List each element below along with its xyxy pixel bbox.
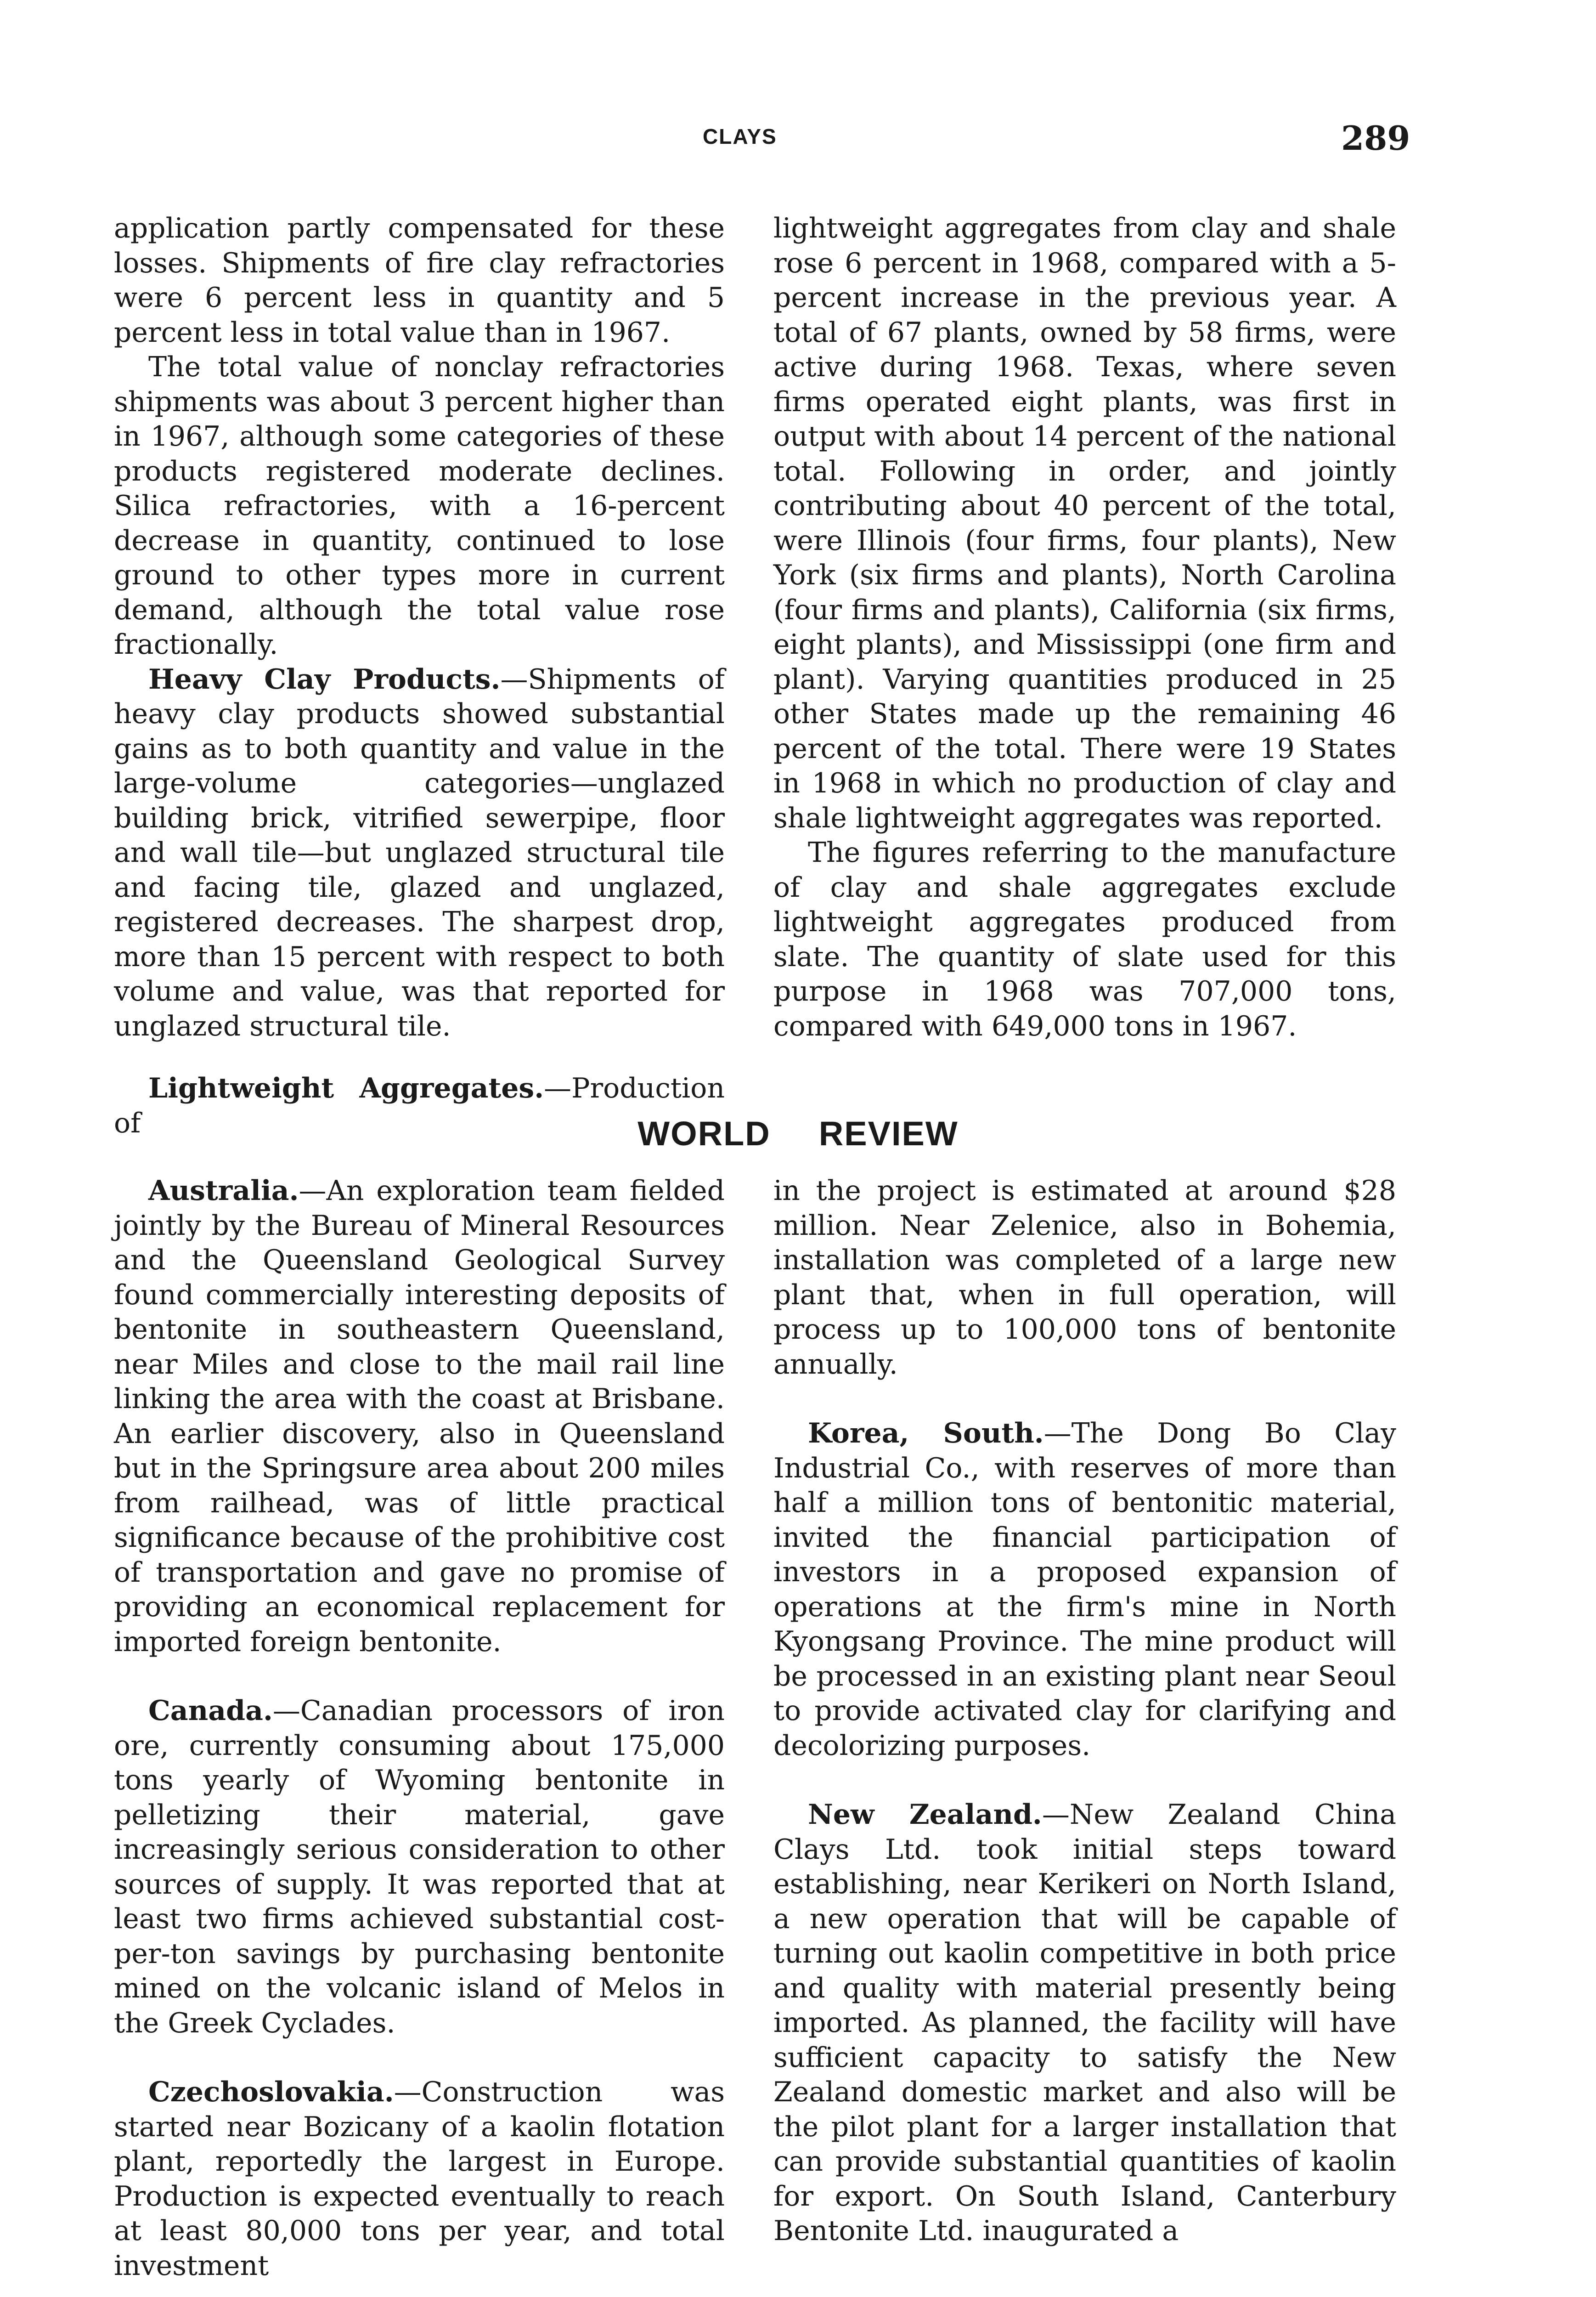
paragraph: application partly compensated for these losses. Shipments of fire clay refractories were 6 percent less in quantity and 5 percent less in total value than in 1967. xyxy=(114,212,725,349)
paragraph-korea xyxy=(773,1416,1396,1763)
section-title-word: REVIEW xyxy=(818,1115,959,1153)
column-right-top xyxy=(773,211,1396,1044)
paragraph: The figures referring to the manufacture of clay and shale aggregates exclude lightweight aggregates produced from slate. The quantity of slate used for this purpose in 1968 was 707,000 tons, compared with 649,000 tons in 1967. xyxy=(773,837,1396,1042)
paragraph: in the project is estimated at around $28 million. Near Zelenice, also in Bohemia, installation was completed of a large new plant that, when in full operation, will process up to 100,000 tons of bentonite annually. xyxy=(773,1175,1396,1380)
paragraph-heavy-clay xyxy=(114,662,725,1044)
paragraph-canada xyxy=(114,1694,725,2041)
paragraph-australia xyxy=(114,1174,725,1659)
paragraph-text: —Shipments of heavy clay products showed substantial gains as to both quantity and value in the large-volume categories—unglazed building brick, vitrified sewerpipe, floor and wall tile—but unglazed structural tile and facing tile, glazed and unglazed, registered decreases. The sharpest drop, more than 15 percent with respect to both volume and value, was that reported for unglazed structural tile. xyxy=(114,663,725,1042)
column-right-bottom xyxy=(773,1174,1396,2249)
paragraph-text: —The Dong Bo Clay Industrial Co., with reserves of more than half a million tons of bentonitic material, invited the financial participation of investors in a proposed expansion of operations at the firm's mine in North Kyongsang Province. The mine product will be processed in an existing plant near Seoul to provide activated clay for clarifying and decolorizing purposes. xyxy=(773,1417,1396,1762)
section-title xyxy=(0,1114,1596,1153)
run-in-heading: Heavy Clay Products. xyxy=(148,663,501,696)
paragraph: lightweight aggregates from clay and shale rose 6 percent in 1968, compared with a 5-percent increase in the previous year. A total of 67 plants, owned by 58 firms, were active during 1968. Texas, where seven firms operated eight plants, was first in output with about 14 percent of the national total. Following in order, and jointly contributing about 40 percent of the total, were Illinois (four firms, four plants), New York (six firms and plants), North Carolina (four firms and plants), California (six firms, eight plants), and Mississippi (one firm and plant). Varying quantities produced in 25 other States made up the remaining 46 percent of the total. There were 19 States in 1968 in which no production of clay and shale lightweight aggregates was reported. xyxy=(773,212,1396,834)
paragraph-text: —An exploration team fielded jointly by the Bureau of Mineral Resources and the Queensland Geological Survey found commercially interesting deposits of bentonite in southeastern Queensland, near Miles and close to the mail rail line linking the area with the coast at Brisbane. An earlier discovery, also in Queensland but in the Springsure area about 200 miles from railhead, was of little practical significance because of the prohibitive cost of transportation and gave no promise of providing an economical replacement for imported foreign bentonite. xyxy=(114,1175,725,1658)
page-number: 289 xyxy=(1341,119,1410,158)
paragraph-text: —Canadian processors of iron ore, currently consuming about 175,000 tons yearly of Wyoming bentonite in pelletizing their material, gave increasingly serious consideration to other sources of supply. It was reported that at least two firms achieved substantial cost-per-ton savings by purchasing bentonite mined on the volcanic island of Melos in the Greek Cyclades. xyxy=(114,1695,725,2039)
section-title-word: WORLD xyxy=(637,1115,771,1153)
run-in-heading: Czechoslovakia. xyxy=(148,2076,394,2108)
paragraph-text: —Construction was started near Bozicany of a kaolin flotation plant, reportedly the largest in Europe. Production is expected eventually to reach at least 80,000 tons per year, and total investment xyxy=(114,2076,725,2282)
paragraph-czechoslovakia xyxy=(114,2075,725,2283)
paragraph: The total value of nonclay refractories shipments was about 3 percent higher than in 1967, although some categories of these products registered moderate declines. Silica refractories, with a 16-percent decrease in quantity, continued to lose ground to other types more in current demand, although the total value rose fractionally. xyxy=(114,351,725,661)
run-in-heading: Canada. xyxy=(148,1695,273,1727)
run-in-heading: Korea, South. xyxy=(808,1417,1044,1449)
paragraph-new-zealand xyxy=(773,1798,1396,2249)
running-head: CLAYS xyxy=(703,124,777,148)
column-left-bottom xyxy=(114,1174,725,2283)
column-left-top xyxy=(114,211,725,1141)
run-in-heading: Australia. xyxy=(148,1175,299,1207)
run-in-heading: New Zealand. xyxy=(808,1799,1042,1831)
run-in-heading: Lightweight Aggregates. xyxy=(148,1072,544,1104)
paragraph-text: —Production of xyxy=(114,1072,725,1139)
paragraph-text: —New Zealand China Clays Ltd. took initial steps toward establishing, near Kerikeri on North Island, a new operation that will be capable of turning out kaolin competitive in both price and quality with material presently being imported. As planned, the facility will have sufficient capacity to satisfy the New Zealand domestic market and also will be the pilot plant for a larger installation that can provide substantial quantities of kaolin for export. On South Island, Canterbury Bentonite Ltd. inaugurated a xyxy=(773,1799,1396,2247)
